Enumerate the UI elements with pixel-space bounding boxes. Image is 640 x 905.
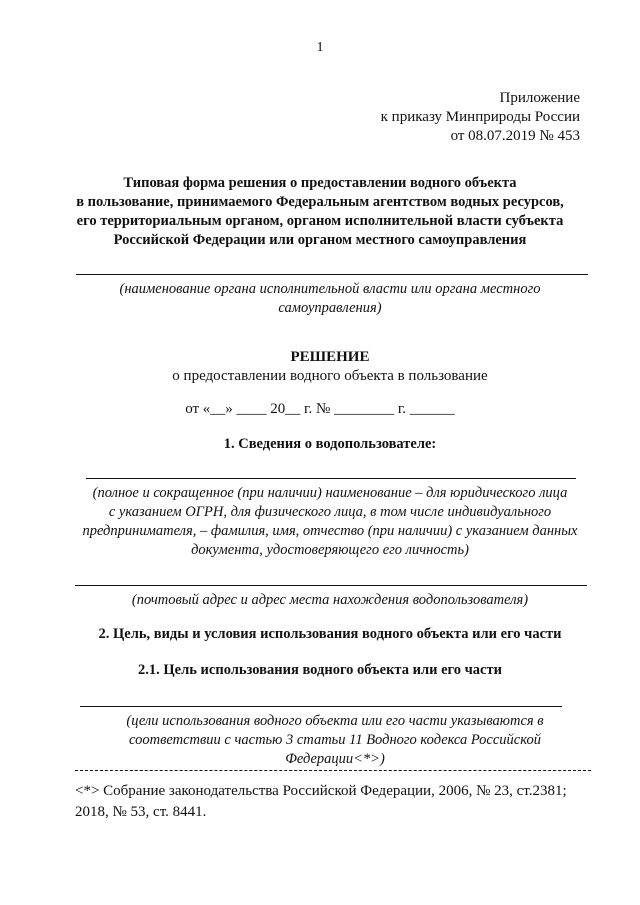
footnote-line-1: <*> Собрание законодательства Российской Федерации, 2006, № 23, ст.2381; [75, 783, 567, 799]
user-name-caption-line-2: с указанием ОГРН, для физического лица, в том числе индивидуального [108, 504, 552, 520]
user-name-caption-line-3: предпринимателя, – фамилия, имя, отчество (при наличии) с указанием данных [82, 523, 578, 539]
form-title-line-1: Типовая форма решения о предоставлении водного объекта [123, 175, 517, 191]
form-title [60, 174, 580, 250]
user-name-caption [70, 484, 590, 560]
section-1-heading: 1. Сведения о водопользователе: [223, 436, 437, 452]
user-name-caption-line-1: (полное и сокращенное (при наличии) наименование – для юридического лица [92, 485, 568, 501]
footnote [75, 781, 597, 823]
authority-caption [70, 280, 590, 318]
purpose-fill-line [80, 706, 562, 707]
footnote-separator [75, 770, 591, 771]
appendix-line-1: Приложение [499, 90, 580, 106]
decision-date-line: от «__» ____ 20__ г. № ________ г. ______ [185, 401, 455, 417]
address-fill-line [75, 585, 587, 586]
appendix-line-3: от 08.07.2019 № 453 [450, 128, 580, 144]
purpose-caption-line-3: Федерации<*>) [285, 751, 385, 767]
authority-fill-line [76, 274, 588, 275]
form-title-line-2: в пользование, принимаемого Федеральным агентством водных ресурсов, [76, 194, 564, 210]
authority-caption-line-2: самоуправления) [278, 300, 382, 316]
address-caption: (почтовый адрес и адрес места нахождения водопользователя) [131, 592, 529, 608]
user-name-fill-line [86, 478, 576, 479]
decision-title: РЕШЕНИЕ [290, 349, 370, 365]
form-title-line-3: его территориальным органом, органом исполнительной власти субъекта [76, 213, 564, 229]
decision-subtitle: о предоставлении водного объекта в пользование [172, 368, 488, 384]
purpose-caption-line-1: (цели использования водного объекта или его части указываются в [126, 713, 544, 729]
section-2-1-heading: 2.1. Цель использования водного объекта или его части [138, 662, 502, 678]
form-title-line-4: Российской Федерации или органом местного самоуправления [113, 232, 527, 248]
footnote-line-2: 2018, № 53, ст. 8441. [75, 804, 207, 820]
page-number: 1 [316, 40, 324, 55]
appendix-line-2: к приказу Минприроды России [380, 109, 580, 125]
authority-caption-line-1: (наименование органа исполнительной власти или органа местного [119, 281, 541, 297]
section-2-heading: 2. Цель, виды и условия использования водного объекта или его части [98, 626, 562, 642]
purpose-caption [90, 712, 580, 769]
purpose-caption-line-2: соответствии с частью 3 статьи 11 Водного кодекса Российской [129, 732, 541, 748]
user-name-caption-line-4: документа, удостоверяющего его личность) [191, 542, 469, 558]
